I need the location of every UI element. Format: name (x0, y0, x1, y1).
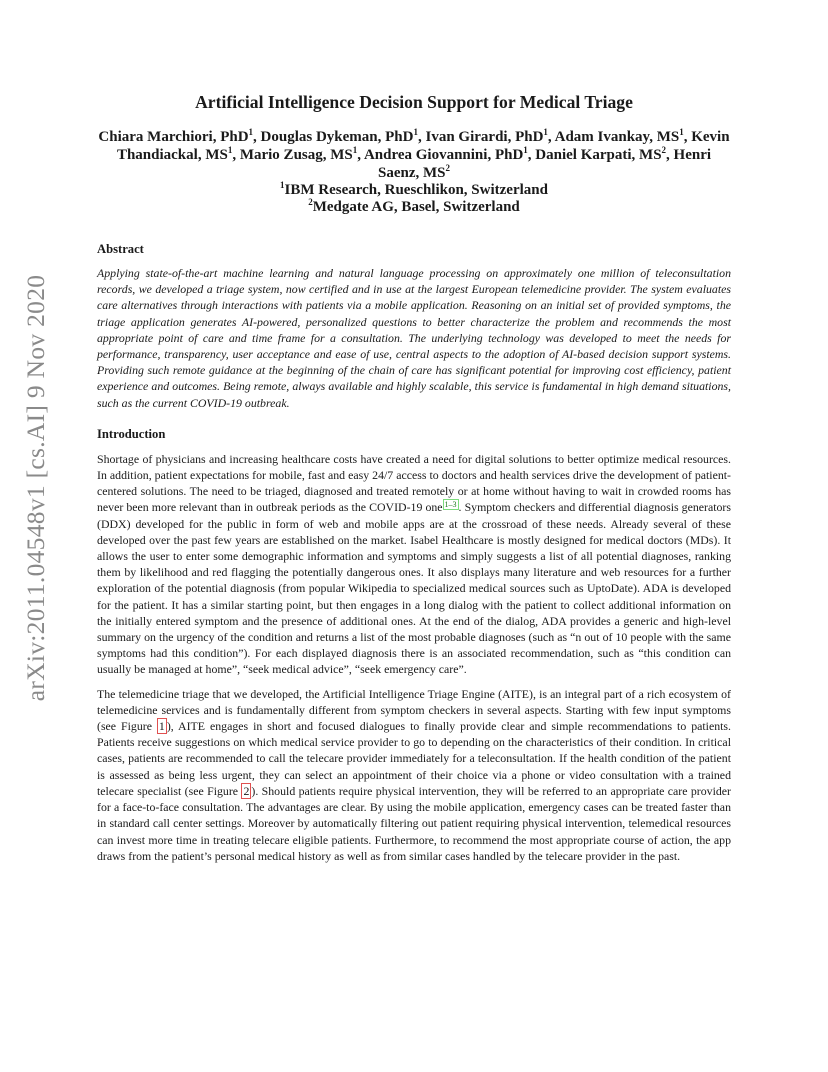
paper-title: Artificial Intelligence Decision Support for Medical Triage (195, 92, 633, 112)
author-affiliation-mark: 1 (352, 145, 358, 155)
author-name: Chiara Marchiori, PhD (98, 129, 249, 145)
author-affiliation-mark: 2 (445, 163, 450, 173)
author-name: Andrea Giovannini, PhD (363, 147, 524, 163)
arxiv-identifier (16, 274, 56, 702)
author-name: Henri Saenz, MS (378, 147, 712, 181)
author (261, 129, 426, 145)
author-affiliation-mark: 2 (661, 145, 667, 155)
author (535, 147, 673, 163)
figure-1-link[interactable]: 1 (158, 719, 165, 734)
intro-paragraph-1: Shortage of physicians and increasing healthcare costs have created a need for digital solutions to better optimize medical resources. In addition, patient expectations for mobile, fast and easy 24/7 access to doctors and health services drive the development of patient-centered solutions. The need to be triaged, diagnosed and treated remotely or at home without having to wait in crowded rooms has never been more relevant than in outbreak periods as the COVID-19 one $^{1-3}$ . Symptom checkers and differential diagnosis generators (DDX) developed for the public in form of web and mobile apps are at the crossroad of these needs. Already several of these developed over the past few years are established on the market. Isabel Healthcare is mostly designed for medical doctors (MDs). It allows the user to enter some demographic information and symptoms and simply suggests a list of all potential diagnoses, ranking them by likelihood and red flagging the potentially dangerous ones. It also displays many literature and web resources for a further exploration of the potential diagnosis (from popular Wikipedia to specialized medical sources such as UptoDate). ADA is developed for the patient. It has a similar starting point, but then engages in a long dialog with the patient to collect additional information on the initially entered symptom and the presence of additional ones. At the end of the dialog, ADA provides a generic and high-level summary on the urgency of the condition and returns a list of the most probable diagnoses (such as “n out of 10 people with the same symptoms had this condition”). For each displayed diagnosis there is an associated recommendation, such as “this condition can usually be managed at home”, “seek medical advice”, “seek emergency care”. (97, 451, 731, 677)
citation-link[interactable]: 1–3 (444, 499, 457, 509)
author-affiliation-mark: 1 (523, 145, 528, 155)
author-name: Ivan Girardi, PhD (425, 129, 544, 145)
author-affiliation-mark: 1 (413, 127, 418, 137)
author-name: Adam Ivankay, MS (554, 129, 680, 145)
author-affiliation-mark: 1 (543, 127, 548, 137)
affiliation-2: $^2$Medgate AG, Basel, Switzerland (308, 197, 520, 215)
author-separator: , (253, 129, 261, 145)
author-affiliation-mark: 1 (248, 127, 254, 137)
author-separator: , (683, 129, 692, 145)
abstract-heading: Abstract (97, 242, 144, 256)
author-name: Kevin Thandiackal, MS (116, 129, 730, 163)
author (98, 129, 260, 145)
author (425, 129, 554, 145)
author-affiliation-mark: 1 (227, 145, 233, 155)
author (364, 147, 535, 163)
affiliation-1: $^1$IBM Research, Rueschlikon, Switzerland (280, 180, 548, 198)
paper-page (97, 92, 731, 864)
author-separator: , (232, 147, 240, 163)
author-name: Douglas Dykeman, PhD (260, 129, 414, 145)
author-separator: , (527, 147, 536, 163)
figure-2-link[interactable]: 2 (243, 783, 250, 798)
author-separator: , (357, 147, 364, 163)
abstract-text: Applying state-of-the-art machine learning and natural language processing on approximately one million of teleconsultation records, we developed a triage system, now certified and in use at the largest European telemedicine provider. The system evaluates care alternatives through interactions with patients via a mobile application. Reasoning on an initial set of provided symptoms, the triage application generates AI-powered, personalized questions to better characterize the problem and recommends the most appropriate point of care and time frame for a consultation. The underlying technology was developed to meet the needs for performance, transparency, user acceptance and ease of use, central aspects to the adoption of AI-based decision support systems. Providing such remote guidance at the beginning of the chain of care has significant potential for improving cost efficiency, patient experience and outcomes. Being remote, always available and highly scalable, this service is fundamental in high demand situations, such as the current COVID-19 outbreak. (97, 266, 731, 410)
author (555, 129, 692, 145)
intro-paragraph-2: The telemedicine triage that we developed, the Artificial Intelligence Triage Engine (AITE), is an integral part of a rich ecosystem of telemedicine services and is fundamentally different from symptom checkers in several aspects. Starting with few input symptoms (see Figure 1 ), AITE engages in short and focused dialogues to finally provide clear and simple recommendations to patients. Patients receive suggestions on which medical service provider to go to depending on the characteristics of their condition. In critical cases, patients are recommended to call the telecare provider immediately for a teleconsultation. If the health condition of the patient is assessed as being less urgent, they can select an appointment of their choice via a phone or video consultation with a trained telecare specialist (see Figure 2 ). Should patients require physical intervention, they will be referred to an appropriate care provider for a face-to-face consultation. The advantages are clear. By using the mobile application, emergency cases can be treated faster than in standard call center settings. Moreover by automatically filtering out patient requiring physical intervention, telemedical resources can invest more time in treating telecare eligible patients. Furthermore, to recommend the most appropriate course of action, the app draws from the patient’s personal medical history as well as from similar cases handled by the telecare provider in the past. (97, 686, 732, 863)
author-affiliation-mark: 1 (679, 127, 684, 137)
author-name: Daniel Karpati, MS (535, 147, 662, 163)
arxiv-identifier-text: arXiv:2011.04548v1 [cs.AI] 9 Nov 2020 (21, 274, 50, 702)
author-separator: , (666, 147, 674, 163)
author-list (97, 128, 731, 182)
introduction-heading: Introduction (97, 426, 166, 441)
author (240, 147, 364, 163)
author-separator: , (417, 129, 426, 145)
affiliation-list (97, 182, 731, 216)
author-name: Mario Zusag, MS (239, 147, 353, 163)
author-separator: , (547, 129, 555, 145)
